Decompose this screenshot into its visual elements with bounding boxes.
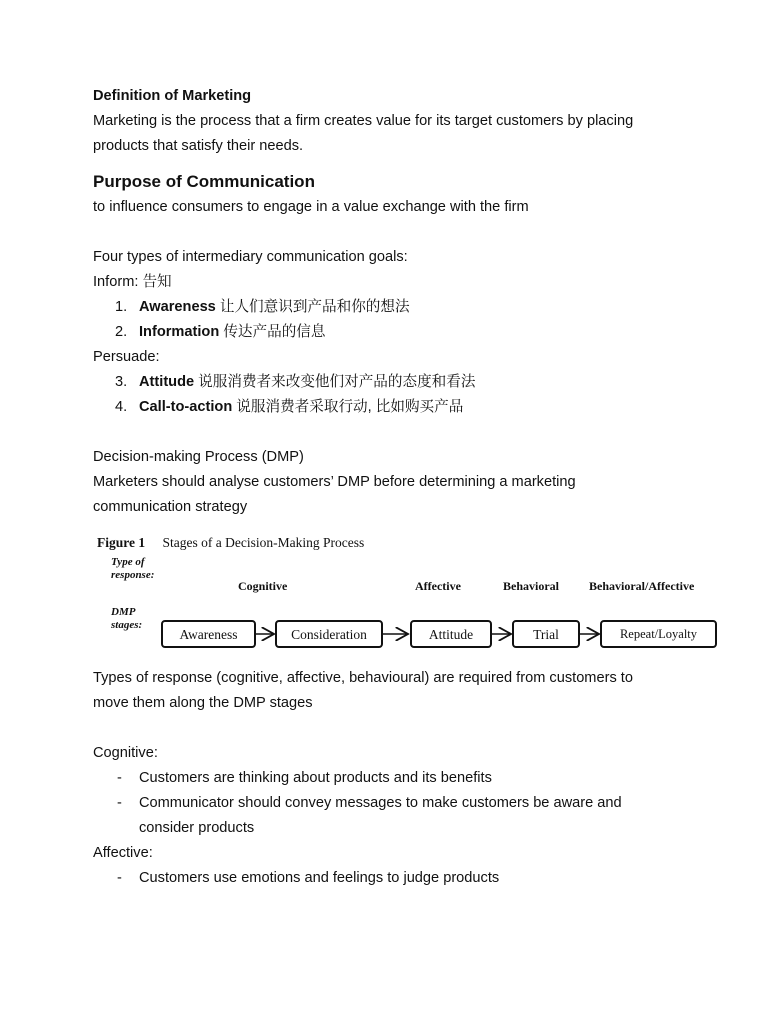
- response-behavioral-affective: Behavioral/Affective: [589, 579, 695, 593]
- figure-caption: [97, 530, 364, 555]
- cognitive-label: Cognitive:: [93, 745, 158, 761]
- goal-desc: 说服消费者采取行动, 比如购买产品: [232, 399, 464, 415]
- bullet-text-cont: consider products: [139, 820, 255, 836]
- goal-item: [93, 395, 713, 420]
- bullet-text: Communicator should convey messages to make customers be aware and: [139, 795, 622, 811]
- bullet-text: Customers are thinking about products and its benefits: [139, 770, 492, 786]
- dash-bullet: -: [117, 870, 122, 886]
- dmp-figure: [95, 526, 725, 666]
- goal-term: Awareness: [139, 299, 216, 315]
- response-affective: Affective: [415, 579, 461, 593]
- response-cognitive: Cognitive: [238, 579, 288, 593]
- goal-item: [93, 295, 713, 320]
- goal-term: Call-to-action: [139, 399, 233, 415]
- persuade-label: Persuade:: [93, 349, 160, 365]
- goal-number: 1.: [115, 299, 128, 315]
- list-item: [93, 791, 713, 841]
- goal-term: Attitude: [139, 374, 195, 390]
- definition-line-1: Marketing is the process that a firm creates value for its target customers by placing: [93, 113, 634, 129]
- goal-item: [93, 320, 713, 345]
- spacer: [93, 220, 713, 245]
- dmp-label-line-1: DMP: [111, 606, 136, 618]
- stage-trial: Trial: [512, 620, 580, 648]
- stage-awareness: Awareness: [161, 620, 256, 648]
- affective-label: Affective:: [93, 845, 153, 861]
- stage-consideration: Consideration: [275, 620, 383, 648]
- goals-intro: Four types of intermediary communication goals:: [93, 249, 408, 265]
- purpose-text: to influence consumers to engage in a value exchange with the firm: [93, 199, 529, 215]
- dmp-line-1: Marketers should analyse customers’ DMP before determining a marketing: [93, 474, 576, 490]
- goal-number: 4.: [115, 399, 128, 415]
- dash-bullet: -: [117, 770, 122, 786]
- goal-desc: 传达产品的信息: [219, 324, 326, 340]
- dmp-stages-label: [111, 606, 142, 632]
- list-item: [93, 866, 713, 891]
- definition-line-2: products that satisfy their needs.: [93, 138, 304, 154]
- goal-item: [93, 370, 713, 395]
- response-behavioral: Behavioral: [503, 579, 559, 593]
- dmp-label-line-2: stages:: [111, 619, 143, 631]
- stage-repeat-loyalty: Repeat/Loyalty: [600, 620, 717, 648]
- goal-number: 2.: [115, 324, 128, 340]
- stage-attitude: Attitude: [410, 620, 492, 648]
- inform-label: Inform: 告知: [93, 274, 172, 290]
- goal-term: Information: [139, 324, 220, 340]
- spacer: [93, 420, 713, 445]
- dmp-line-2: communication strategy: [93, 499, 248, 515]
- type-label-line-1: Type of: [111, 556, 145, 568]
- document-page: [93, 84, 713, 891]
- response-line-1: Types of response (cognitive, affective, behavioural) are required from customers to: [93, 670, 633, 686]
- response-line-2: move them along the DMP stages: [93, 695, 313, 711]
- figure-number: Figure 1: [97, 535, 146, 550]
- list-item: [93, 766, 713, 791]
- bullet-text: Customers use emotions and feelings to judge products: [139, 870, 500, 886]
- goal-desc: 说服消费者来改变他们对产品的态度和看法: [194, 374, 476, 390]
- goal-number: 3.: [115, 374, 128, 390]
- spacer: [93, 716, 713, 741]
- type-label-line-2: response:: [111, 569, 155, 581]
- dmp-title: Decision-making Process (DMP): [93, 449, 304, 465]
- definition-heading: Definition of Marketing: [93, 88, 252, 104]
- type-of-response-label: [111, 556, 154, 582]
- purpose-heading: Purpose of Communication: [93, 172, 315, 191]
- dash-bullet: -: [117, 795, 122, 811]
- goal-desc: 让人们意识到产品和你的想法: [215, 299, 410, 315]
- figure-title: Stages of a Decision-Making Process: [162, 535, 365, 550]
